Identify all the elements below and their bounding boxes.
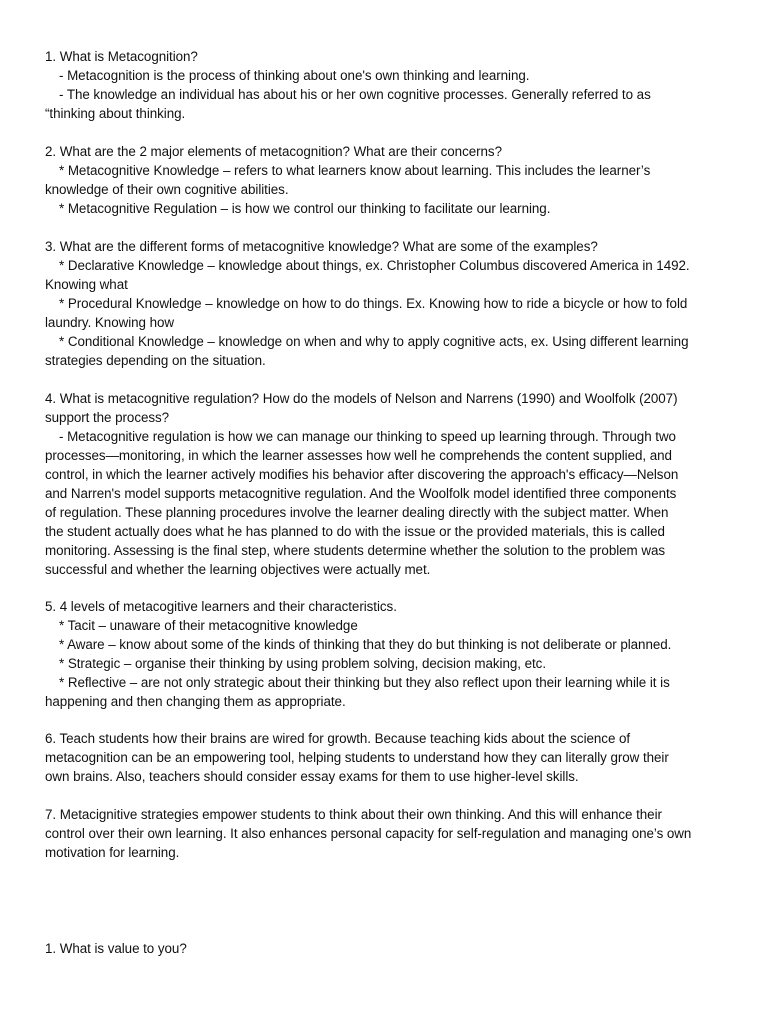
q1-answer-2-line-1: - The knowledge an individual has about his or her own cognitive processes. Generally referred to as (59, 87, 651, 102)
q1-answer-2-line-2: “thinking about thinking. (45, 106, 186, 121)
q4-title-line-2: support the process? (45, 410, 170, 425)
q6-line-1: 6. Teach students how their brains are wired for growth. Because teaching kids about the science of (45, 731, 631, 746)
q5-title: 5. 4 levels of metacogitive learners and their characteristics. (45, 599, 397, 614)
q2-bullet-2: * Metacognitive Regulation – is how we control our thinking to facilitate our learning. (59, 201, 551, 216)
q4-paragraph-line-5: of regulation. These planning procedures involve the learner dealing directly with the subject matter. When (45, 505, 669, 520)
q6-line-2: metacognition can be an empowering tool, helping students to understand how they can literally grow their (45, 750, 669, 765)
q2-bullet-1-line-2: knowledge of their own cognitive abilities. (45, 182, 289, 197)
q4-paragraph-line-7: monitoring. Assessing is the final step, where students determine whether the solution to the problem was (45, 543, 665, 558)
q5-bullet-2: * Aware – know about some of the kinds of thinking that they do but thinking is not deliberate or planned. (59, 637, 672, 652)
q4-paragraph-line-1: - Metacognitive regulation is how we can manage our thinking to speed up learning through. Through two (59, 429, 676, 444)
q6-line-3: own brains. Also, teachers should consider essay exams for them to use higher-level skills. (45, 769, 579, 784)
q3-bullet-1-line-1: * Declarative Knowledge – knowledge about things, ex. Christopher Columbus discovered America in 1492. (59, 258, 690, 273)
q3-bullet-2-line-2: laundry. Knowing how (45, 315, 175, 330)
q5-bullet-1: * Tacit – unaware of their metacognitive knowledge (59, 618, 358, 633)
q3-bullet-2-line-1: * Procedural Knowledge – knowledge on how to do things. Ex. Knowing how to ride a bicycle or how to fold (59, 296, 688, 311)
q4-paragraph-line-3: control, in which the learner actively modifies his behavior after discovering the approach's efficacy—Nelson (45, 467, 679, 482)
q7-line-3: motivation for learning. (45, 845, 180, 860)
q3-bullet-3-line-2: strategies depending on the situation. (45, 353, 266, 368)
q5-bullet-4-line-1: * Reflective – are not only strategic about their thinking but they also reflect upon their learning while it is (59, 675, 670, 690)
q3-bullet-3-line-1: * Conditional Knowledge – knowledge on when and why to apply cognitive acts, ex. Using different learning (59, 334, 689, 349)
q5-bullet-4-line-2: happening and then changing them as appropriate. (45, 694, 346, 709)
q4-paragraph-line-4: and Narren's model supports metacognitive regulation. And the Woolfolk model identified three components (45, 486, 677, 501)
q2-title: 2. What are the 2 major elements of metacognition? What are their concerns? (45, 144, 502, 159)
q2-bullet-1-line-1: * Metacognitive Knowledge – refers to what learners know about learning. This includes the learner’s (59, 163, 651, 178)
q1-title: 1. What is Metacognition? (45, 49, 198, 64)
part2-q1: 1. What is value to you? (45, 941, 187, 956)
q3-title: 3. What are the different forms of metacognitive knowledge? What are some of the examples? (45, 239, 598, 254)
q7-line-1: 7. Metacignitive strategies empower students to think about their own thinking. And this will enhance their (45, 807, 662, 822)
q4-paragraph-line-8: successful and whether the learning objectives were actually met. (45, 562, 431, 577)
q5-bullet-3: * Strategic – organise their thinking by using problem solving, decision making, etc. (59, 656, 547, 671)
q4-paragraph-line-6: the student actually does what he has planned to do with the issue or the provided materials, this is called (45, 524, 665, 539)
q4-paragraph-line-2: processes—monitoring, in which the learner assesses how well he comprehends the content supplied, and (45, 448, 672, 463)
q4-title-line-1: 4. What is metacognitive regulation? How do the models of Nelson and Narrens (1990) and Woolfolk (2007) (45, 391, 678, 406)
q7-line-2: control over their own learning. It also enhances personal capacity for self-regulation and managing one’s own (45, 826, 692, 841)
q3-bullet-1-line-2: Knowing what (45, 277, 128, 292)
q1-answer-1: - Metacognition is the process of thinking about one's own thinking and learning. (59, 68, 530, 83)
